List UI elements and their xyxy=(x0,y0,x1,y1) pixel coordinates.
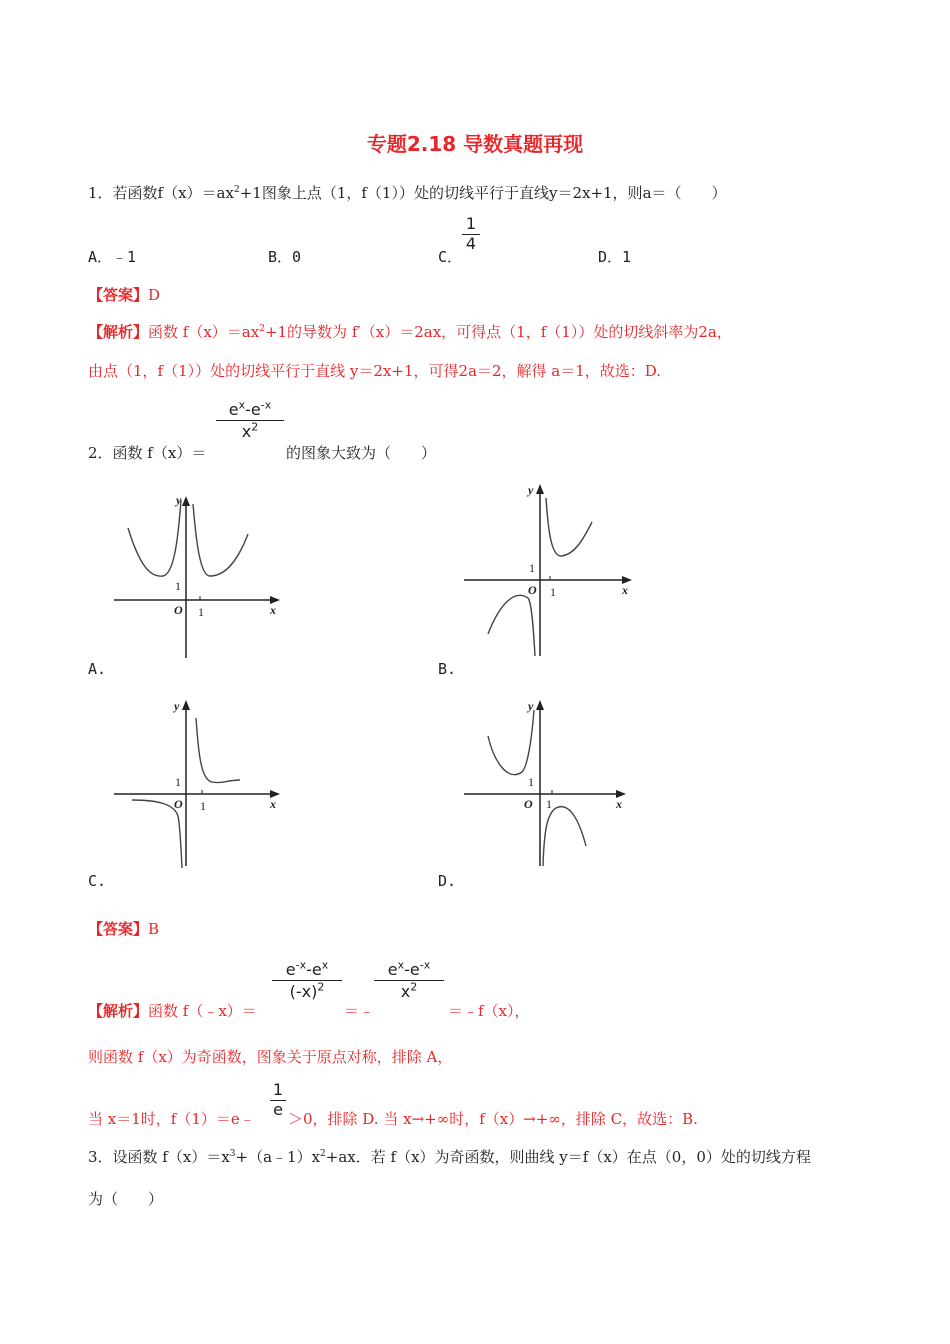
q1-option-a: A．﹣1 xyxy=(88,248,137,266)
q3-stem-part: +ax．若 f（x）为奇函数，则曲线 y＝f（x）在点（0，0）处的切线方程 xyxy=(325,1148,811,1166)
q2-analysis-line-1-a xyxy=(88,1000,257,1021)
one-x-label: 1 xyxy=(546,797,552,811)
x-label: x xyxy=(270,603,276,617)
den-part: x xyxy=(400,982,411,1001)
y-axis-arrow-icon xyxy=(182,496,190,506)
num-exp: -x xyxy=(260,398,272,412)
one-y-label: 1 xyxy=(175,775,181,789)
num-part: e xyxy=(387,960,398,979)
fraction-numerator: 1 xyxy=(465,214,477,233)
num-part: -e xyxy=(245,400,261,419)
curve-left xyxy=(488,595,535,656)
one-x-label: 1 xyxy=(550,585,556,599)
den-exp: 2 xyxy=(317,980,325,994)
den-part: (-x) xyxy=(289,982,318,1001)
answer-value: B xyxy=(148,920,160,938)
num-part: e xyxy=(285,960,296,979)
y-axis-arrow-icon xyxy=(182,700,190,710)
analysis-text: 函数 f（﹣x）＝ xyxy=(148,1002,257,1020)
y-label: y xyxy=(528,699,534,713)
fraction-denominator: e xyxy=(273,1100,283,1119)
q2-function-fraction xyxy=(216,400,284,443)
q1-option-b: B．0 xyxy=(268,248,302,266)
graph-c-label: C. xyxy=(88,872,107,890)
exponent: 3 xyxy=(229,1149,236,1159)
y-label: y xyxy=(528,483,534,497)
one-y-label: 1 xyxy=(528,775,534,789)
fraction-numerator xyxy=(374,960,444,980)
graph-d-label: D. xyxy=(438,872,457,890)
q3-stem-line-2: 为（ ） xyxy=(88,1190,164,1208)
q3-stem-part: +（a﹣1）x xyxy=(235,1148,321,1166)
curve-right xyxy=(196,718,240,783)
curve-right xyxy=(543,807,586,866)
fraction-denominator xyxy=(272,981,342,1003)
x-label: x xyxy=(270,797,276,811)
den-exp: 2 xyxy=(410,980,418,994)
q2-stem-a: 2．函数 f（x）＝ xyxy=(88,444,207,462)
num-part: -e xyxy=(306,960,322,979)
num-part: -e xyxy=(404,960,420,979)
q2-analysis-line-1-c: ＝﹣f（x）， xyxy=(448,1002,530,1020)
answer-tag: 【答案】 xyxy=(88,920,149,938)
origin-label: O xyxy=(528,583,537,597)
fraction-denominator xyxy=(216,421,284,443)
graph-c xyxy=(108,696,288,872)
q1-stem-part: a＝（ ） xyxy=(642,184,727,202)
q2-analysis-fraction-2 xyxy=(374,960,444,1003)
q1-stem-part: y＝2x+1，则 xyxy=(548,184,643,202)
q1-stem-part: f（1））处的切线平行于直线 xyxy=(361,184,549,202)
graph-b-label: B. xyxy=(438,660,457,678)
analysis-tag: 【解析】 xyxy=(88,1002,149,1020)
graph-b xyxy=(458,478,638,658)
curve-left xyxy=(128,500,181,576)
y-axis-arrow-icon xyxy=(536,700,544,710)
q2-analysis-line-3-a: 当 x＝1时，f（1）＝e﹣ xyxy=(88,1110,255,1128)
one-x-label: 1 xyxy=(200,799,206,813)
answer-tag: 【答案】 xyxy=(88,286,149,304)
q1-answer xyxy=(88,284,160,305)
fraction-numerator xyxy=(216,400,284,420)
q3-stem-part: 3．设函数 f（x）＝x xyxy=(88,1148,230,1166)
num-exp: -x xyxy=(419,958,431,972)
q2-analysis-line-1-b: ＝﹣ xyxy=(344,1002,375,1020)
fraction-numerator: 1 xyxy=(272,1080,284,1099)
x-label: x xyxy=(622,583,628,597)
num-part: e xyxy=(228,400,239,419)
num-exp: x xyxy=(397,958,405,972)
q1-analysis-line-1 xyxy=(88,321,732,342)
q1-option-d: D．1 xyxy=(598,248,632,266)
q2-analysis-line-2: 则函数 f（x）为奇函数，图象关于原点对称，排除 A， xyxy=(88,1048,453,1066)
q2-answer xyxy=(88,918,159,939)
q3-stem-line-1 xyxy=(88,1146,811,1167)
q2-analysis-line-3-b: ＞0，排除 D. 当 x→+∞时，f（x）→+∞，排除 C，故选：B. xyxy=(288,1110,698,1128)
q2-analysis-fraction-3 xyxy=(270,1080,286,1119)
q1-option-c: C． xyxy=(438,248,463,266)
q2-stem-b: 的图象大致为（ ） xyxy=(286,444,437,462)
curve-right xyxy=(546,498,592,556)
analysis-tag: 【解析】 xyxy=(88,323,149,341)
curve-right xyxy=(193,504,248,576)
q1-analysis-line-2: 由点（1，f（1））处的切线平行于直线 y＝2x+1，可得2a＝2，解得 a＝1，故选：D. xyxy=(88,362,662,380)
fraction-denominator xyxy=(374,981,444,1003)
q1-stem-part: +1图象上点（1， xyxy=(239,184,362,202)
num-exp: x xyxy=(238,398,246,412)
exponent: 2 xyxy=(320,1149,326,1159)
q1-exponent: 2 xyxy=(233,185,240,195)
origin-label: O xyxy=(174,603,183,617)
q1-stem-part: f（x）＝ax xyxy=(157,184,234,202)
page-title: 专题2.18 导数真题再现 xyxy=(366,132,584,156)
exponent: 2 xyxy=(259,324,265,334)
graph-d xyxy=(458,696,638,872)
den-exp: 2 xyxy=(251,420,259,434)
q1-option-c-fraction xyxy=(462,214,480,253)
q2-analysis-fraction-1 xyxy=(272,960,342,1003)
y-axis-arrow-icon xyxy=(536,484,544,494)
graph-a-label: A. xyxy=(88,660,107,678)
one-x-label: 1 xyxy=(198,605,204,619)
den-part: x xyxy=(241,422,252,441)
x-label: x xyxy=(616,797,622,811)
q1-stem-part: 1．若函数 xyxy=(88,184,158,202)
analysis-text: +1的导数为 f′（x）＝2ax，可得点（1，f（1））处的切线斜率为2a， xyxy=(264,323,732,341)
one-y-label: 1 xyxy=(529,561,535,575)
num-exp: -x xyxy=(295,958,307,972)
curve-left xyxy=(132,800,182,868)
num-exp: x xyxy=(321,958,329,972)
one-y-label: 1 xyxy=(175,579,181,593)
answer-value: D xyxy=(148,286,161,304)
curve-left xyxy=(488,710,534,775)
origin-label: O xyxy=(524,797,533,811)
graph-a xyxy=(108,490,288,660)
fraction-denominator: 4 xyxy=(465,234,477,253)
y-label: y xyxy=(174,699,180,713)
y-label: y xyxy=(176,493,182,507)
origin-label: O xyxy=(174,797,183,811)
question-1-stem xyxy=(88,182,727,203)
analysis-text: 函数 f（x）＝ax xyxy=(148,323,260,341)
fraction-numerator xyxy=(272,960,342,980)
